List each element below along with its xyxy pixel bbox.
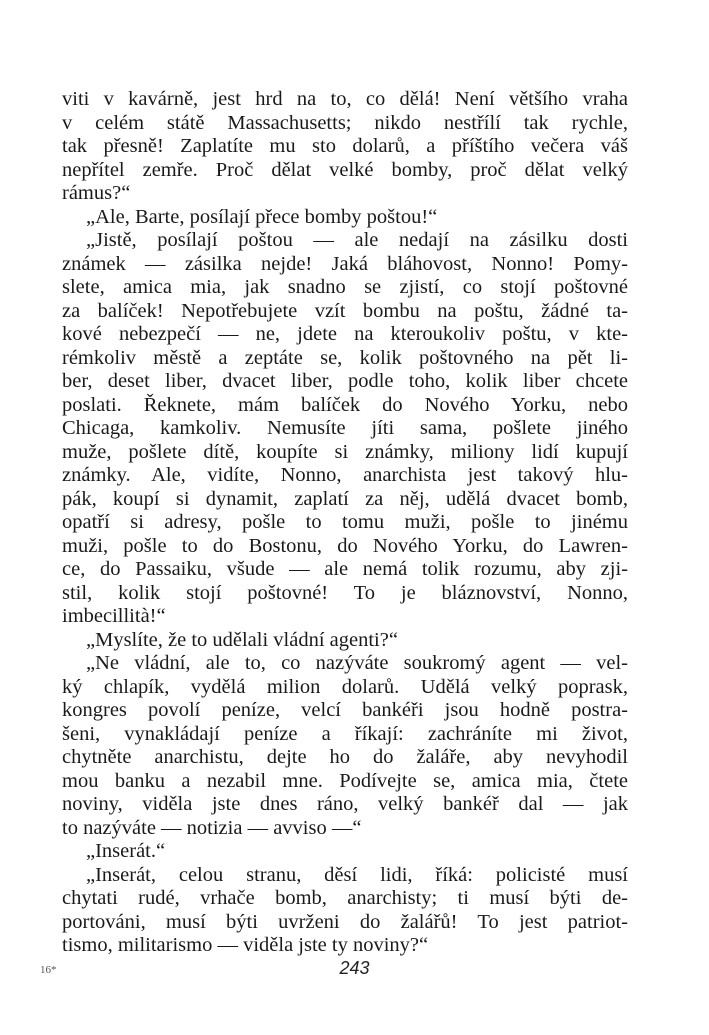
text-line: to nazýváte — notizia — avviso —“ — [62, 816, 362, 839]
text-line: známek — zásilka nejde! Jaká bláhovost, Nonno! Pomy- — [62, 252, 628, 275]
text-line: muže, pošlete dítě, koupíte si známky, miliony lidí kupují — [62, 440, 628, 463]
text-line: kové nebezpečí — ne, jdete na kteroukoliv poštu, v kte- — [62, 323, 628, 345]
text-line: „Ale, Barte, posílají přece bomby poštou!“ — [86, 205, 438, 228]
text-line: portováni, musí býti uvrženi do žalářů! To jest patriot- — [62, 910, 628, 933]
text-line: šeni, vynakládají peníze a říkají: zachráníte mi život, — [62, 722, 628, 745]
text-line: tismo, militarismo — viděla jste ty noviny?“ — [62, 934, 429, 956]
page-number: 243 — [339, 958, 370, 978]
text-line: Chicaga, kamkoliv. Nemusíte jíti sama, pošlete jiného — [62, 417, 628, 439]
text-line: tak přesně! Zaplatíte mu sto dolarů, a příštího večera váš — [62, 135, 628, 157]
text-line: rémkoliv městě a zeptáte se, kolik poštovného na pět li- — [62, 346, 628, 369]
text-line: pák, koupí si dynamit, zaplatí za něj, udělá dvacet bomb, — [62, 487, 628, 510]
body-text — [62, 88, 628, 958]
text-line: ber, deset liber, dvacet liber, podle toho, kolik liber chcete — [62, 370, 628, 392]
text-line: muži, pošle to do Bostonu, do Nového Yorku, do Lawren- — [62, 534, 628, 557]
text-line: stil, kolik stojí poštovné! To je bláznovství, Nonno, — [62, 581, 628, 604]
text-line: mou banku a nezabil mne. Podívejte se, amica mia, čtete — [62, 769, 628, 792]
text-line: „Ne vládní, ale to, co nazýváte soukromý agent — vel- — [86, 652, 628, 674]
text-line: nepřítel zemře. Proč dělat velké bomby, proč dělat velký — [62, 158, 628, 181]
text-line: chytněte anarchistu, dejte ho do žaláře, aby nevyhodil — [62, 746, 628, 768]
text-line: rámus?“ — [62, 182, 131, 204]
text-line: viti v kavárně, jest hrd na to, co dělá! Není většího vraha — [62, 88, 628, 110]
text-line: „Myslíte, že to udělali vládní agenti?“ — [86, 628, 398, 651]
text-line: „Jistě, posílají poštou — ale nedají na zásilku dosti — [86, 229, 628, 251]
page-footer — [0, 958, 709, 982]
text-line: známky. Ale, vidíte, Nonno, anarchista jest takový hlu- — [62, 464, 628, 486]
text-line: noviny, viděla jste dnes ráno, velký bankéř dal — jak — [62, 793, 628, 815]
printer-signature-mark: 16* — [40, 964, 57, 976]
text-line: v celém státě Massachusetts; nikdo nestřílí tak rychle, — [62, 111, 628, 134]
text-line: ce, do Passaiku, všude — ale nemá tolik rozumu, aby zji- — [62, 558, 628, 580]
text-line: „Inserát, celou stranu, děsí lidi, říká: policisté musí — [86, 863, 628, 886]
text-line: chytati rudé, vrhače bomb, anarchisty; ti musí býti de- — [62, 887, 628, 909]
text-line: opatří si adresy, pošle to tomu muži, pošle to jinému — [62, 511, 628, 533]
text-line: „Inserát.“ — [86, 840, 166, 862]
text-line: ký chlapík, vydělá milion dolarů. Udělá velký poprask, — [62, 675, 628, 698]
text-line: imbecillità!“ — [62, 605, 166, 627]
text-line: slete, amica mia, jak snadno se zjistí, co stojí poštovné — [62, 276, 628, 298]
text-line: poslati. Řeknete, mám balíček do Nového Yorku, nebo — [62, 393, 628, 416]
text-line: kongres povolí peníze, velcí bankéři jsou hodně postra- — [62, 699, 628, 721]
text-line: za balíček! Nepotřebujete vzít bombu na poštu, žádné ta- — [62, 299, 628, 322]
